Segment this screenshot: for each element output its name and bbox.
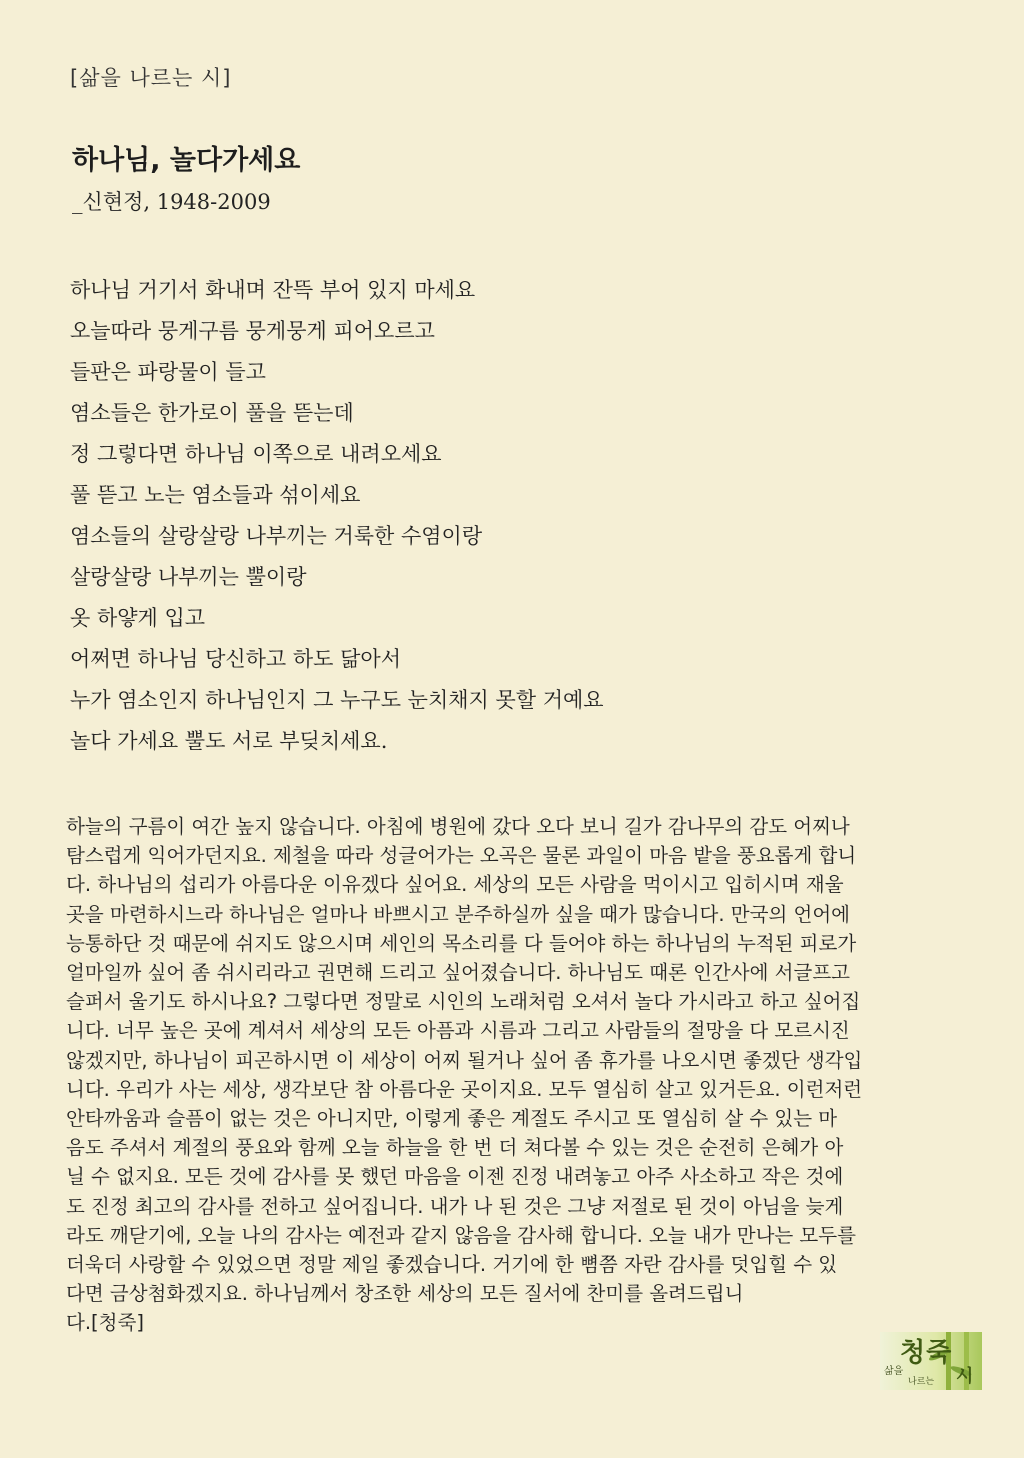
essay-line: 다면 금상첨화겠지요. 하나님께서 창조한 세상의 모든 질서에 찬미를 올려드립니 [66,1282,744,1306]
essay-line: 슬퍼서 울기도 하시나요? 그렇다면 정말로 시인의 노래처럼 오셔서 놀다 가시라고 하고 싶어집 [66,990,861,1014]
poem-line: 옷 하얗게 입고 [70,606,206,630]
essay-line: 곳을 마련하시느라 하나님은 얼마나 바쁘시고 분주하실까 싶을 때가 많습니다. 만국의 언어에 [66,902,850,926]
cheongjuk-logo [880,1332,982,1390]
poem-line: 오늘따라 뭉게구름 뭉게뭉게 피어오르고 [70,319,435,343]
essay-line: 않겠지만, 하나님이 피곤하시면 이 세상이 어찌 될거나 싶어 좀 휴가를 나오시면 좋겠단 생각입 [66,1048,863,1072]
poem-line: 정 그렇다면 하나님 이쪽으로 내려오세요 [70,442,442,466]
logo-subtitle: 시 [956,1366,974,1387]
poem-line: 살랑살랑 나부끼는 뿔이랑 [70,565,307,589]
poem-body [70,270,604,762]
essay-line: 얼마일까 싶어 좀 쉬시리라고 권면해 드리고 싶어졌습니다. 하나님도 때론 인간사에 서글프고 [66,961,850,985]
poem-line: 들판은 파랑물이 들고 [70,360,266,384]
poem-line: 하나님 거기서 화내며 잔뜩 부어 있지 마세요 [70,278,476,302]
poem-line: 놀다 가세요 뿔도 서로 부딪치세요. [70,729,388,753]
essay-line: 도 진정 최고의 감사를 전하고 싶어집니다. 내가 나 된 것은 그냥 저절로 된 것이 아님을 늦게 [66,1194,844,1218]
poem-line: 누가 염소인지 하나님인지 그 누구도 눈치채지 못할 거예요 [70,688,604,712]
essay-line: 하늘의 구름이 여간 높지 않습니다. 아침에 병원에 갔다 오다 보니 길가 감나무의 감도 어찌나 [66,815,850,838]
essay-line: 다.[청죽] [66,1311,144,1335]
essay-line: 니다. 너무 높은 곳에 계셔서 세상의 모든 아픔과 시름과 그리고 사람들의 절망을 다 모르시진 [66,1019,850,1043]
poem-line: 풀 뜯고 노는 염소들과 섞이세요 [70,483,361,507]
essay-line: 능통하단 것 때문에 쉬지도 않으시며 세인의 목소리를 다 들어야 하는 하나님의 누적된 피로가 [66,931,857,955]
poem-line: 염소들은 한가로이 풀을 뜯는데 [70,401,354,425]
essay-line: 다. 하나님의 섭리가 아름다운 이유겠다 싶어요. 세상의 모든 사람을 먹이시고 입히시며 재울 [66,873,844,897]
essay-line: 더욱더 사랑할 수 있었으면 정말 제일 좋겠습니다. 거기에 한 뼘쯤 자란 감사를 덧입힐 수 있 [66,1253,838,1277]
essay-line: 닐 수 없지요. 모든 것에 감사를 못 했던 마음을 이젠 진정 내려놓고 아주 사소하고 작은 것에 [66,1165,844,1189]
essay-body [66,812,994,1338]
logo-subtitle: 삶을 [884,1366,904,1377]
essay-line: 라도 깨닫기에, 오늘 나의 감사는 예전과 같지 않음을 감사해 합니다. 오늘 내가 만나는 모두를 [66,1223,856,1247]
poem-title: 하나님, 놀다가세요 [72,145,301,176]
logo-subtitle: 나르는 [908,1377,935,1387]
poem-author: _신현정, 1948-2009 [72,190,271,214]
logo-title: 청죽 [900,1338,953,1368]
essay-line: 안타까움과 슬픔이 없는 것은 아니지만, 이렇게 좋은 계절도 주시고 또 열심히 살 수 있는 마 [66,1107,838,1131]
essay-line: 니다. 우리가 사는 세상, 생각보단 참 아름다운 곳이지요. 모두 열심히 살고 있거든요. 이런저런 [66,1077,863,1101]
poem-line: 어쩌면 하나님 당신하고 하도 닮아서 [70,647,401,671]
essay-line: 탐스럽게 익어가던지요. 제철을 따라 성글어가는 오곡은 물론 과일이 마음 밭을 풍요롭게 합니 [66,844,857,868]
section-label: [삶을 나르는 시] [70,66,232,90]
poem-line: 염소들의 살랑살랑 나부끼는 거룩한 수염이랑 [70,524,483,548]
essay-line: 음도 주셔서 계절의 풍요와 함께 오늘 하늘을 한 번 더 쳐다볼 수 있는 것은 순전히 은혜가 아 [66,1136,844,1160]
